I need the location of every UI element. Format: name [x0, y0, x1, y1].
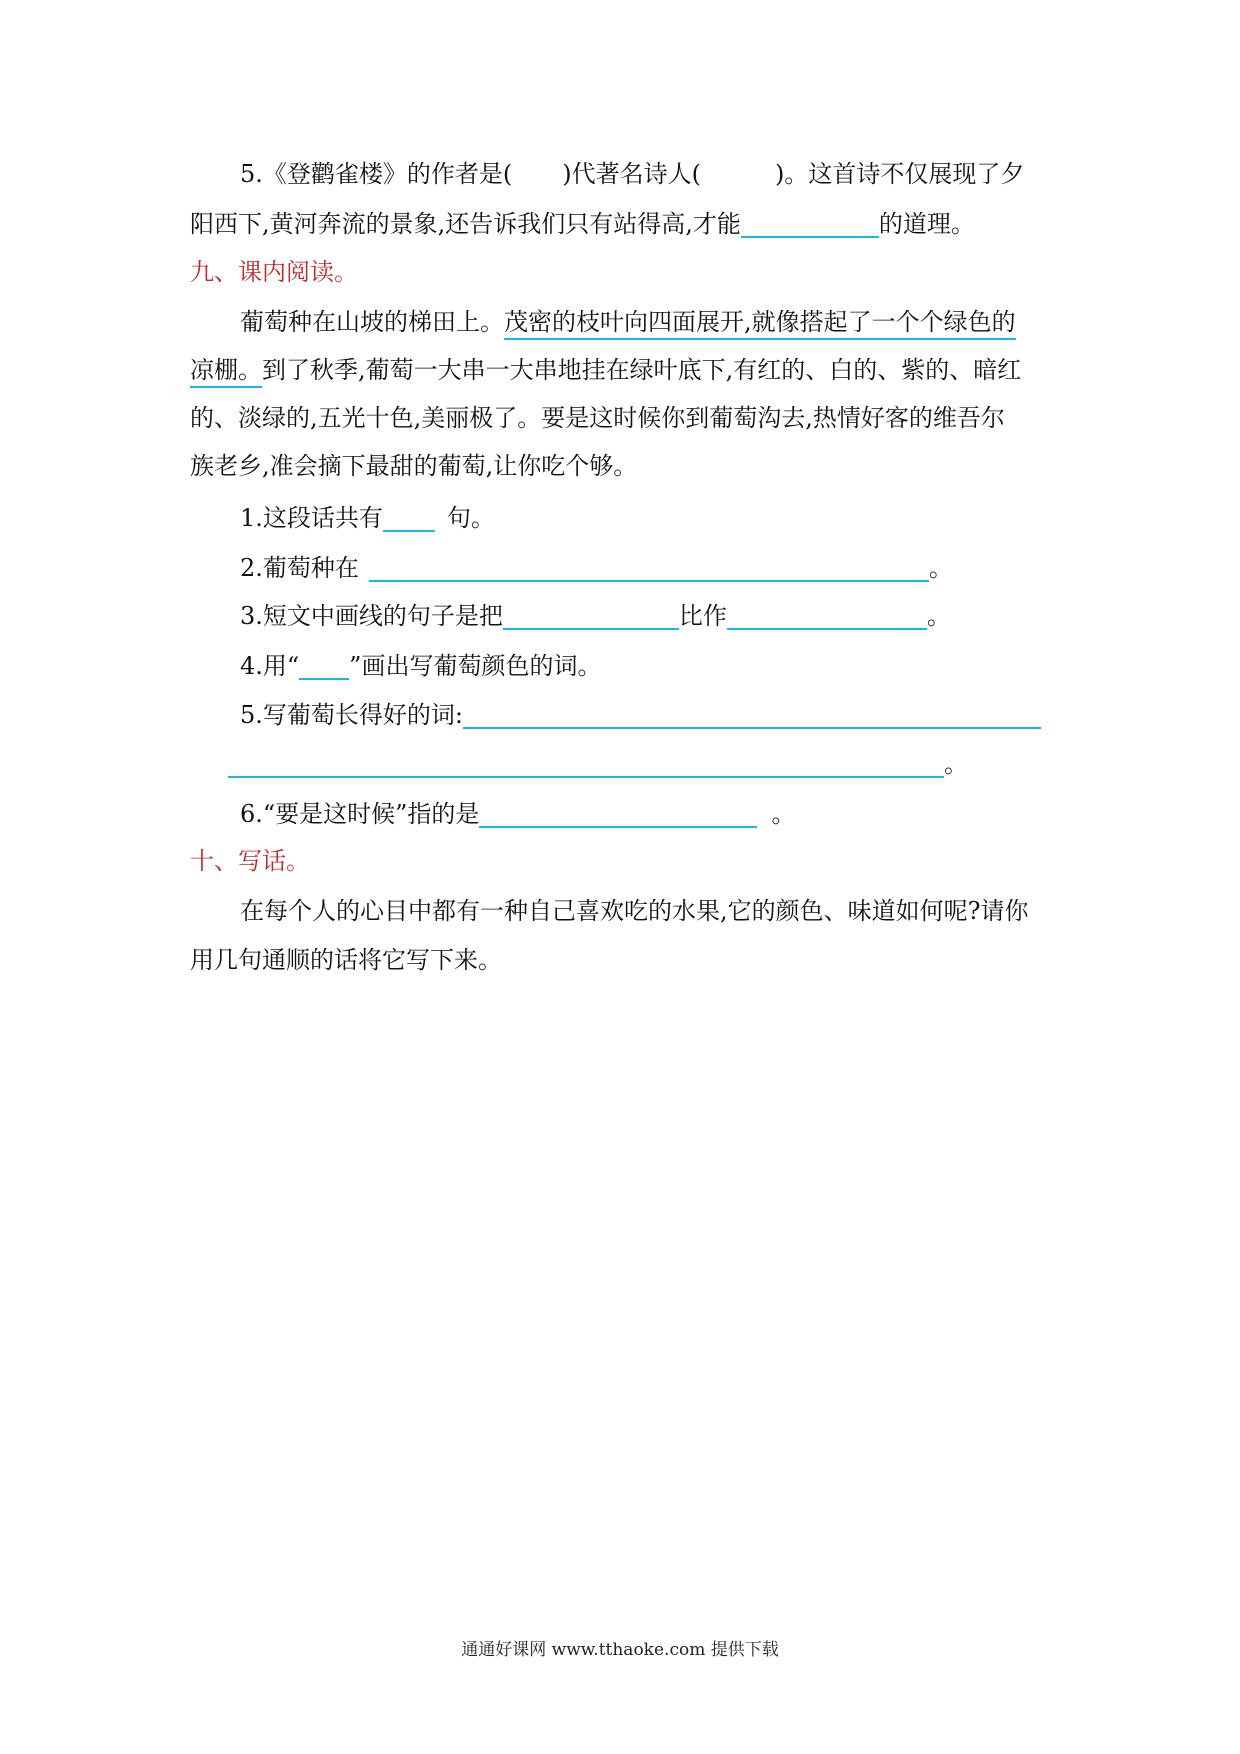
q4-sample-underline	[299, 650, 349, 680]
passage-line3: 的、淡绿的,五光十色,美丽极了。要是这时候你到葡萄沟去,热情好客的维吾尔	[190, 404, 1005, 432]
passage-line1	[240, 307, 1110, 337]
question-5-line2	[228, 748, 1098, 779]
q2-blank[interactable]	[369, 552, 929, 582]
q1-blank[interactable]	[383, 502, 435, 532]
passage-l2-underlined: 凉棚。	[190, 356, 262, 388]
q5-prefix: 5.《登鹳雀楼》的作者是(	[240, 160, 513, 188]
q5-line2-prefix: 阳西下,黄河奔流的景象,还告诉我们只有站得高,才能	[190, 210, 741, 238]
q3-blank-b[interactable]	[727, 600, 927, 630]
q3-suffix: 。	[926, 602, 951, 630]
q5b-end: 。	[944, 750, 968, 778]
question-5	[240, 699, 1110, 730]
q6-blank[interactable]	[479, 798, 757, 828]
q3-prefix: 3.短文中画线的句子是把	[240, 602, 503, 630]
question-2	[240, 552, 1110, 583]
q2-suffix: 。	[928, 554, 953, 582]
q5b-blank-2[interactable]	[228, 748, 944, 778]
question-1	[240, 502, 1110, 533]
q3-blank-a[interactable]	[503, 600, 679, 630]
q5-line2-suffix: 的道理。	[878, 210, 975, 238]
q1-suffix: 句。	[446, 504, 495, 532]
footer-credit: 通通好课网 www.tthaoke.com 提供下载	[461, 1640, 779, 1660]
q3-mid: 比作	[678, 602, 727, 630]
passage-line4: 族老乡,准会摘下最甜的葡萄,让你吃个够。	[190, 452, 638, 480]
q2-prefix: 2.葡萄种在	[240, 554, 359, 582]
q5-blank-reason[interactable]	[741, 208, 879, 238]
q5b-blank-1[interactable]	[463, 699, 1041, 729]
q5-mid: )代著名诗人(	[562, 160, 701, 188]
q5-line1	[240, 159, 1110, 189]
passage-l1-underlined: 茂密的枝叶向四面展开,就像搭起了一个个绿色的	[504, 308, 1016, 340]
q5-line2	[190, 208, 1060, 239]
passage-l1-plain: 葡萄种在山坡的梯田上。	[240, 308, 504, 336]
q6-suffix: 。	[771, 800, 796, 828]
question-3	[240, 600, 1110, 631]
section10-title: 十、写话。	[190, 847, 310, 875]
q4-suffix: ”画出写葡萄颜色的词。	[349, 652, 602, 680]
section9-title: 九、课内阅读。	[190, 258, 358, 286]
passage-l2-plain: 到了秋季,葡萄一大串一大串地挂在绿叶底下,有红的、白的、紫的、暗红	[262, 356, 1022, 384]
section10-line2: 用几句通顺的话将它写下来。	[190, 946, 502, 974]
q4-prefix: 4.用“	[240, 652, 300, 680]
q5-rest: )。这首诗不仅展现了夕	[775, 160, 1025, 188]
q6-prefix: 6.“要是这时候”指的是	[240, 800, 480, 828]
passage-line2	[190, 355, 1060, 385]
q5b-prefix: 5.写葡萄长得好的词:	[240, 701, 463, 729]
q1-prefix: 1.这段话共有	[240, 504, 383, 532]
question-4	[240, 650, 1110, 681]
question-6	[240, 798, 1110, 829]
section10-line1: 在每个人的心目中都有一种自己喜欢吃的水果,它的颜色、味道如何呢?请你	[240, 897, 1029, 925]
